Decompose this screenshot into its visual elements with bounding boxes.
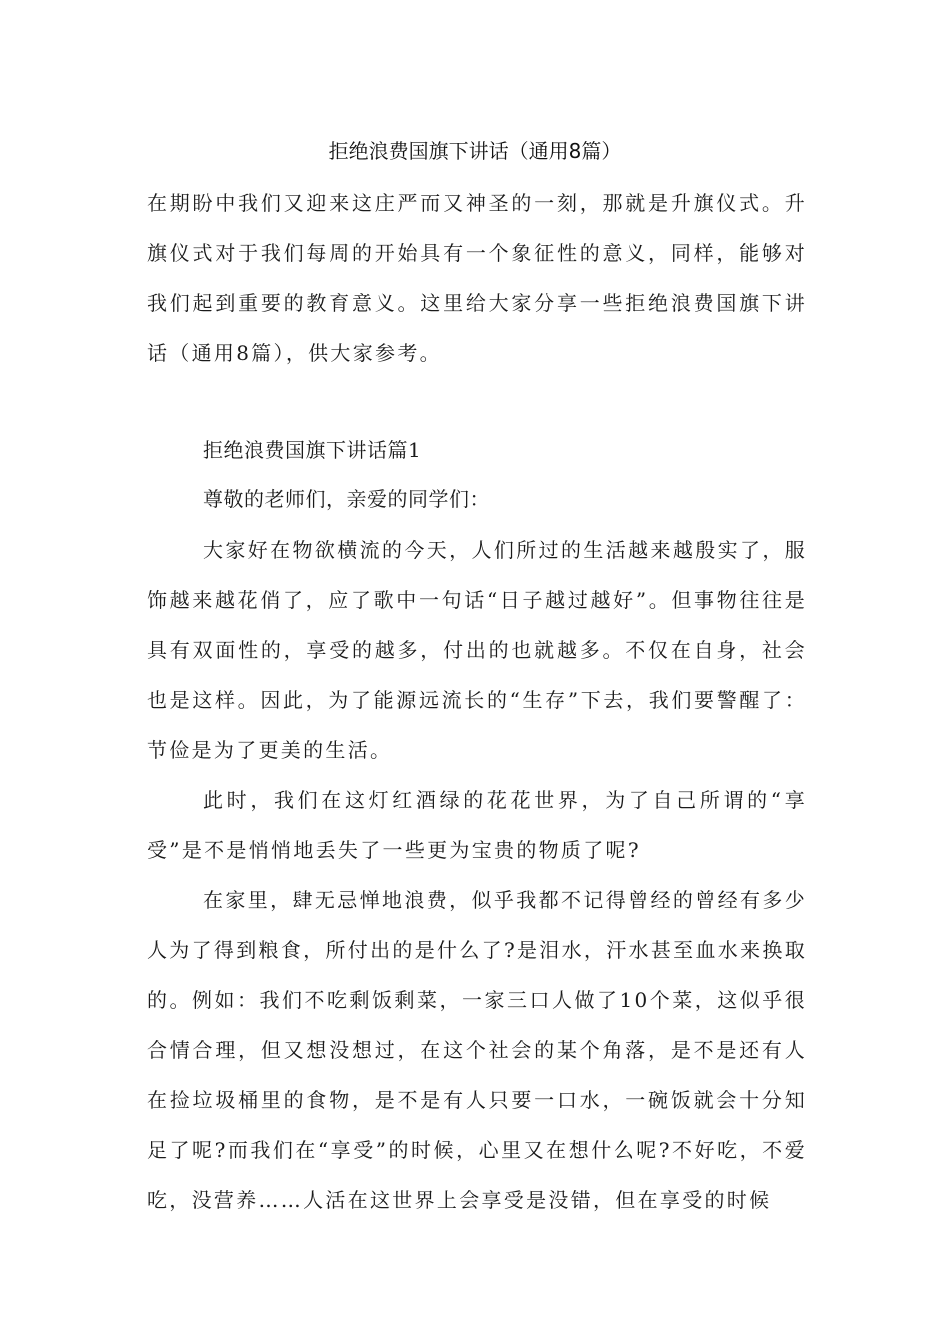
intro-paragraph: 在期盼中我们又迎来这庄严而又神圣的一刻，那就是升旗仪式。升旗仪式对于我们每周的开始具有一个象征性的意义，同样，能够对我们起到重要的教育意义。这里给大家分享一些拒绝浪费国旗下讲话（通用8篇），供大家参考。 — [147, 191, 807, 365]
body-paragraph-1: 大家好在物欲横流的今天，人们所过的生活越来越殷实了，服饰越来越花俏了，应了歌中一句话“日子越过越好”。但事物往往是具有双面性的，享受的越多，付出的也就越多。不仅在自身，社会也是这样。因此，为了能源远流长的“生存”下去，我们要警醒了：节俭是为了更美的生活。 — [147, 538, 807, 762]
salutation: 尊敬的老师们，亲爱的同学们： — [203, 487, 490, 511]
section-title: 拒绝浪费国旗下讲话篇1 — [203, 438, 422, 462]
body-paragraph-3: 在家里，肆无忌惮地浪费，似乎我都不记得曾经的曾经有多少人为了得到粮食，所付出的是什么了?是泪水，汗水甚至血水来换取的。例如：我们不吃剩饭剩菜，一家三口人做了10个菜，这似乎很合情合理，但又想没想过，在这个社会的某个角落，是不是还有人在捡垃圾桶里的食物，是不是有人只要一口水，一碗饭就会十分知足了呢?而我们在“享受”的时候，心里又在想什么呢?不好吃，不爱吃，没营养……人活在这世界上会享受是没错，但在享受的时候 — [147, 888, 807, 1212]
document-title: 拒绝浪费国旗下讲话（通用8篇） — [328, 139, 622, 163]
body-paragraph-2: 此时，我们在这灯红酒绿的花花世界，为了自己所谓的“享受”是不是悄悄地丢失了一些更为宝贵的物质了呢? — [147, 788, 807, 862]
